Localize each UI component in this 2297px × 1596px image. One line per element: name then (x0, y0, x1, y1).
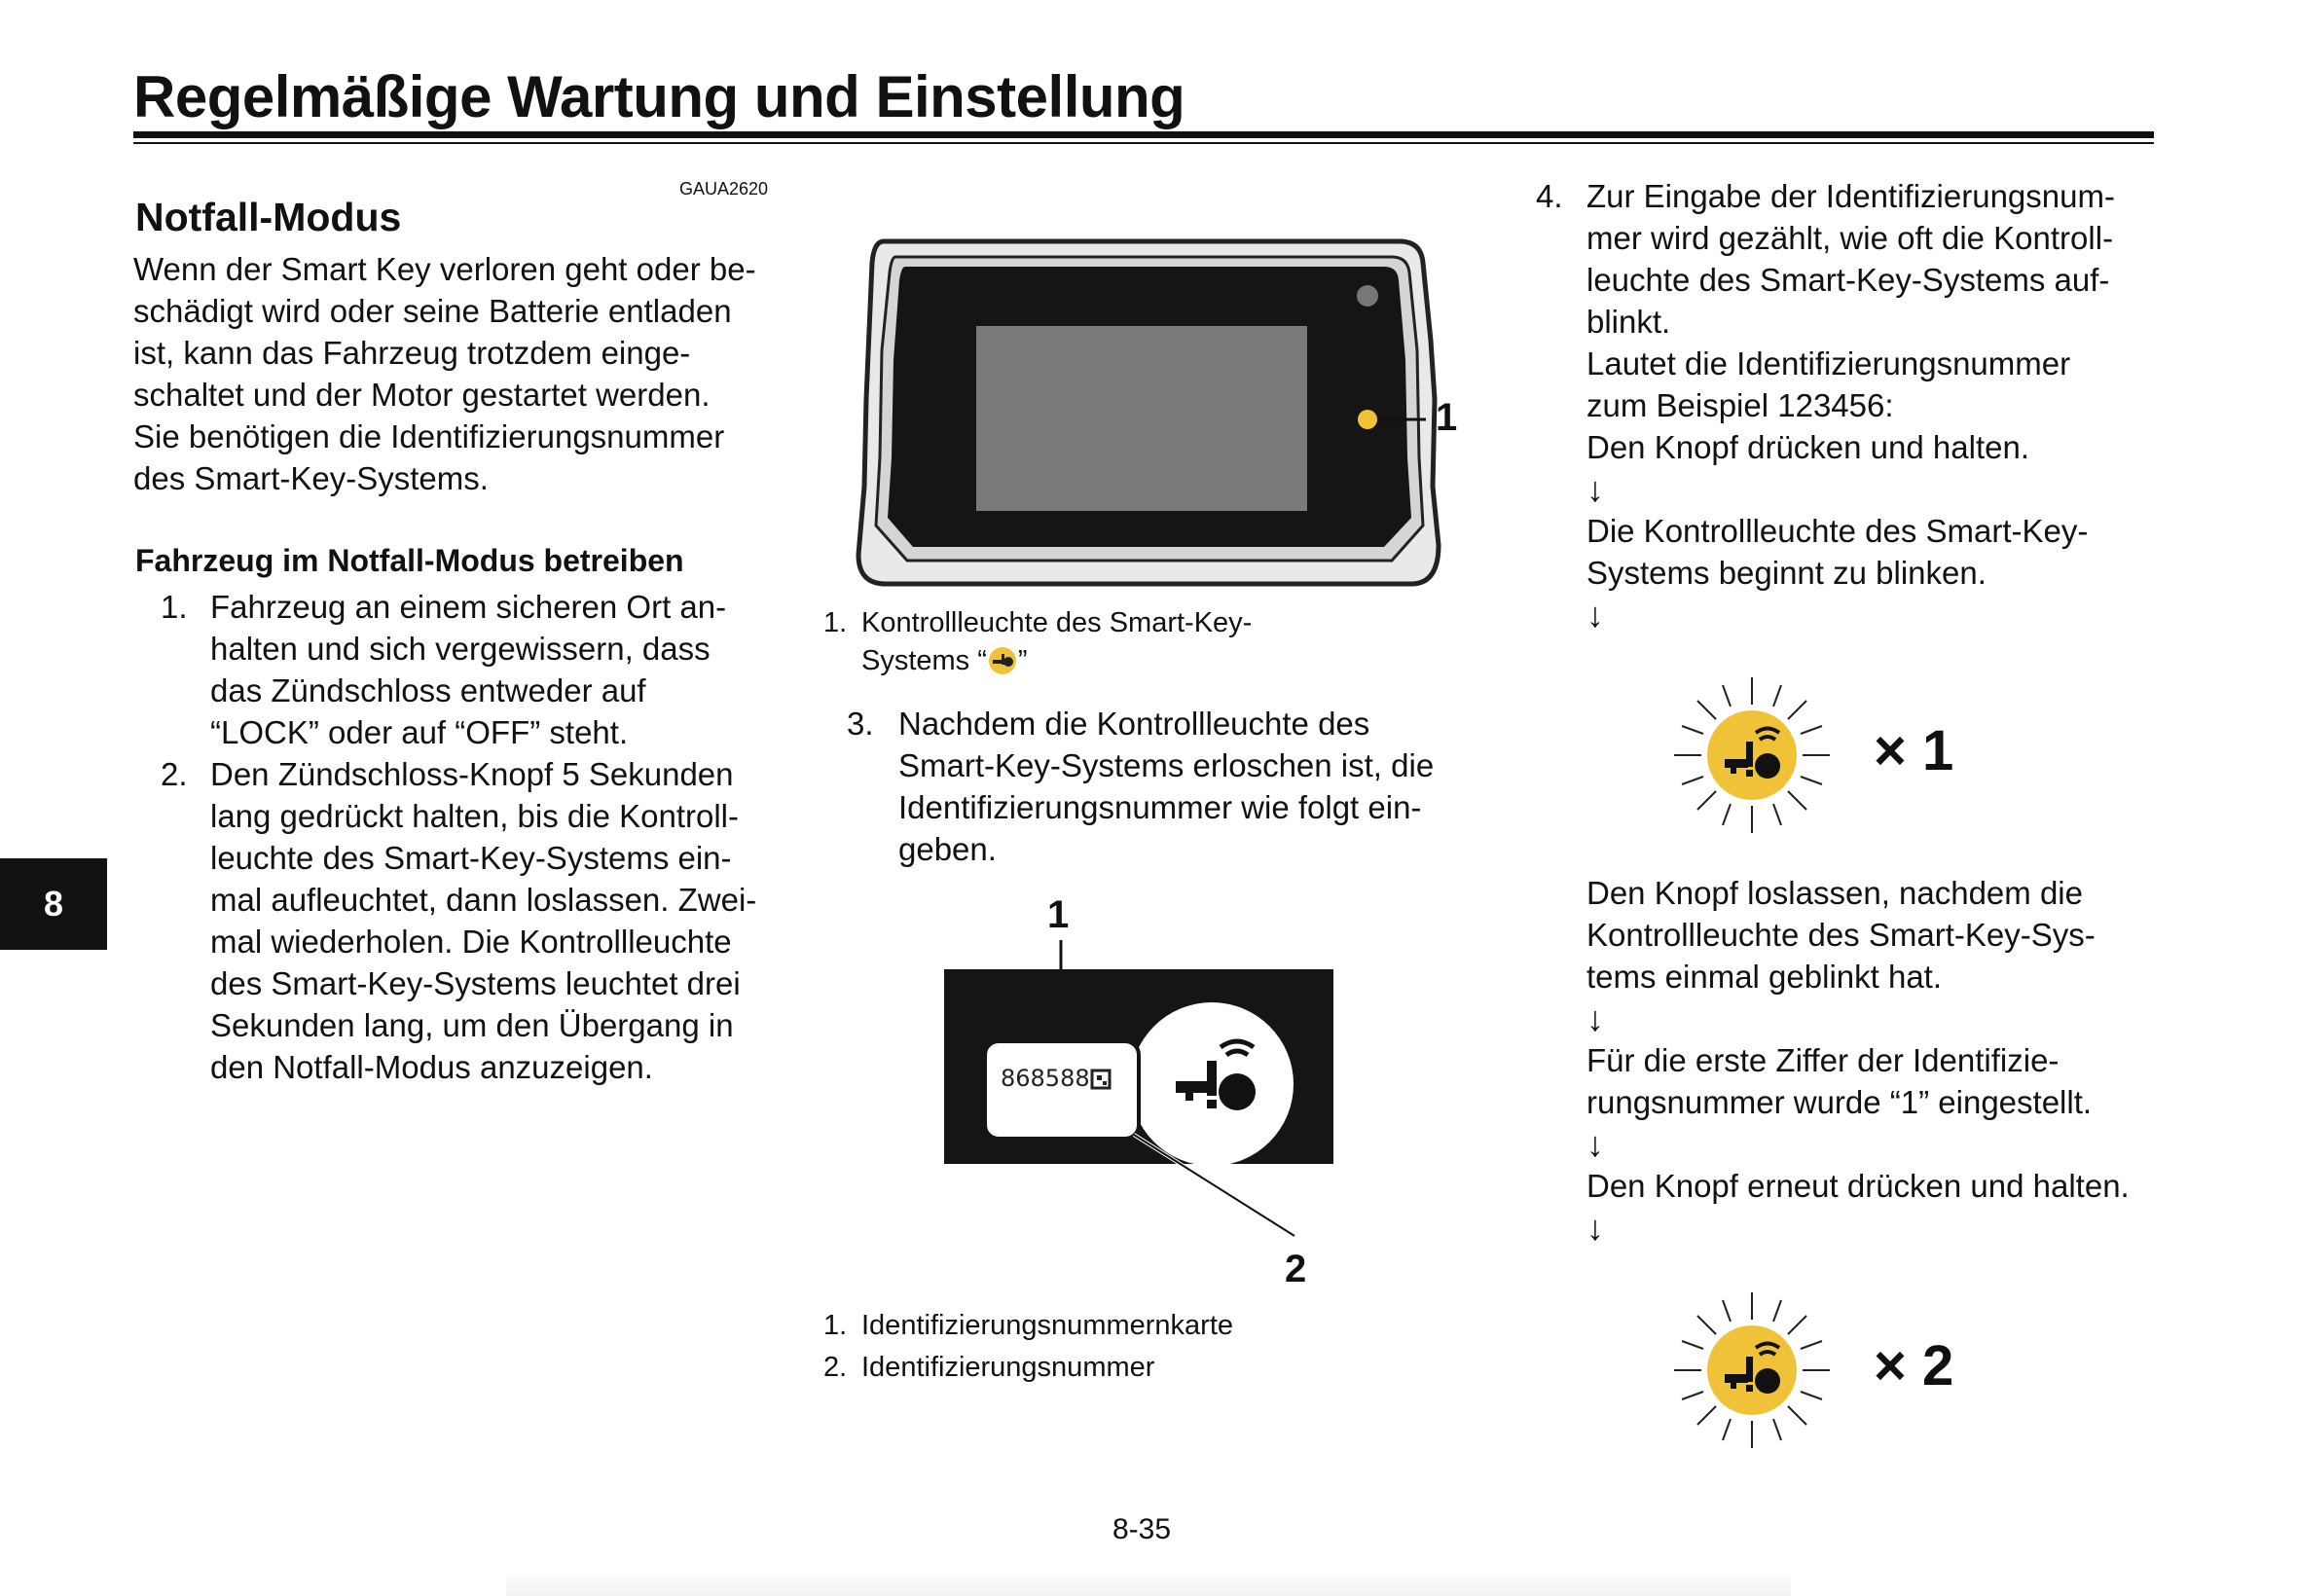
step-number: 1. (161, 589, 188, 625)
figure2-caption-2: Identifizierungsnummer (861, 1352, 1155, 1383)
step-line: blinkt. (1586, 304, 1671, 340)
caption-number: 1. (823, 607, 848, 638)
intro-line: Sie benötigen die Identifizierungsnummer (133, 418, 725, 454)
blink-line: Die Kontrollleuchte des Smart-Key- (1586, 513, 2089, 549)
step-line: leuchte des Smart-Key-Systems auf- (1586, 262, 2110, 298)
step-2-text (210, 753, 756, 1088)
blink-count-1: × 1 (1874, 719, 1954, 782)
down-arrow-icon: ↓ (1586, 595, 1604, 635)
section-heading: Notfall-Modus (135, 195, 402, 239)
intro-line: schädigt wird oder seine Batterie entladen (133, 293, 732, 329)
step-4-text (1586, 175, 2115, 635)
step-line: Smart-Key-Systems erloschen ist, die (898, 747, 1435, 783)
light-sensor (1357, 285, 1378, 307)
intro-line: schaltet und der Motor gestartet werden. (133, 377, 711, 413)
example-line: Den Knopf drücken und halten. (1586, 429, 2029, 465)
intro-line: des Smart-Key-Systems. (133, 460, 489, 496)
caption-number: 2. (823, 1352, 848, 1383)
blink-count-2: × 2 (1874, 1334, 1954, 1397)
step-line: halten und sich vergewissern, dass (210, 631, 711, 667)
step-line: mal aufleuchtet, dann loslassen. Zwei- (210, 882, 757, 918)
press-again-line: Den Knopf erneut drücken und halten. (1586, 1168, 2130, 1204)
figure1-caption (861, 605, 1252, 678)
page-bottom-shade (506, 1569, 1791, 1596)
figure2-callout-1: 1 (1047, 893, 1070, 936)
smart-key-indicator-icon (1358, 410, 1377, 429)
step-line: Fahrzeug an einem sicheren Ort an- (210, 589, 727, 625)
step-line: das Zündschloss entweder auf (210, 672, 646, 708)
caption-number: 1. (823, 1310, 848, 1341)
step-line: geben. (898, 831, 997, 867)
step-line: “LOCK” oder auf “OFF” steht. (210, 714, 629, 750)
blinking-indicator-icon (1674, 1292, 1830, 1448)
title-rule-thin (133, 142, 2154, 144)
step-line: lang gedrückt halten, bis die Kontroll- (210, 798, 739, 834)
blink-line: Systems beginnt zu blinken. (1586, 555, 1987, 591)
down-arrow-icon: ↓ (1586, 1124, 1604, 1164)
release-line: tems einmal geblinkt hat. (1586, 959, 1943, 995)
step-1-text (210, 586, 726, 753)
step-line: Zur Eingabe der Identifizierungsnum- (1586, 178, 2115, 214)
step-line: mer wird gezählt, wie oft die Kontroll- (1586, 220, 2114, 256)
page-title: Regelmäßige Wartung und Einstellung (133, 64, 1185, 129)
figure2-caption-1: Identifizierungsnummernkarte (861, 1310, 1234, 1341)
chapter-tab: 8 (0, 858, 107, 950)
release-text (1586, 872, 2130, 1249)
step-number: 3. (847, 706, 874, 742)
down-arrow-icon: ↓ (1586, 469, 1604, 509)
step-number: 4. (1536, 178, 1563, 214)
caption-line: Kontrollleuchte des Smart-Key- (861, 607, 1253, 638)
example-line: zum Beispiel 123456: (1586, 387, 1894, 423)
doc-code: GAUA2620 (679, 179, 769, 199)
caption-text: Systems “ (861, 645, 987, 676)
step-3-text (898, 703, 1434, 870)
step-number: 2. (161, 756, 188, 792)
dash-screen (976, 326, 1307, 511)
step-line: Nachdem die Kontrollleuchte des (898, 706, 1370, 742)
down-arrow-icon: ↓ (1586, 998, 1604, 1038)
blinking-indicator-icon (1674, 677, 1830, 833)
figure1-callout-1: 1 (1436, 396, 1458, 439)
step-line: mal wiederholen. Die Kontrollleuchte (210, 924, 732, 960)
release-line: Kontrollleuchte des Smart-Key-Sys- (1586, 917, 2096, 953)
release-line: Den Knopf loslassen, nachdem die (1586, 875, 2083, 911)
dashboard-display-illustration (847, 234, 1440, 594)
step-line: den Notfall-Modus anzuzeigen. (210, 1049, 653, 1085)
step-line: Den Zündschloss-Knopf 5 Sekunden (210, 756, 734, 792)
example-line: Lautet die Identifizierungsnummer (1586, 345, 2071, 381)
intro-line: ist, kann das Fahrzeug trotzdem einge- (133, 335, 691, 371)
intro-paragraph (133, 248, 756, 499)
digit-line: rungsnummer wurde “1” eingestellt. (1586, 1084, 2093, 1120)
step-line: Identifizierungsnummer wie folgt ein- (898, 789, 1422, 825)
smart-key-indicator-icon (987, 646, 1018, 675)
figure2-callout-2: 2 (1285, 1248, 1307, 1290)
id-card-illustration (934, 934, 1343, 1255)
intro-line: Wenn der Smart Key verloren geht oder be- (133, 251, 756, 287)
caption-text: ” (1017, 645, 1028, 676)
step-line: Sekunden lang, um den Übergang in (210, 1007, 734, 1043)
step-line: leuchte des Smart-Key-Systems ein- (210, 840, 732, 876)
down-arrow-icon: ↓ (1586, 1208, 1604, 1248)
digit-line: Für die erste Ziffer der Identifizie- (1586, 1042, 2060, 1078)
title-rule-thick (133, 131, 2154, 138)
subheading: Fahrzeug im Notfall-Modus betreiben (135, 543, 684, 578)
step-line: des Smart-Key-Systems leuchtet drei (210, 965, 741, 1001)
page-number: 8-35 (1112, 1513, 1172, 1545)
card-id-number: 868588 (1001, 1065, 1090, 1092)
caption-line-2 (861, 640, 1252, 678)
